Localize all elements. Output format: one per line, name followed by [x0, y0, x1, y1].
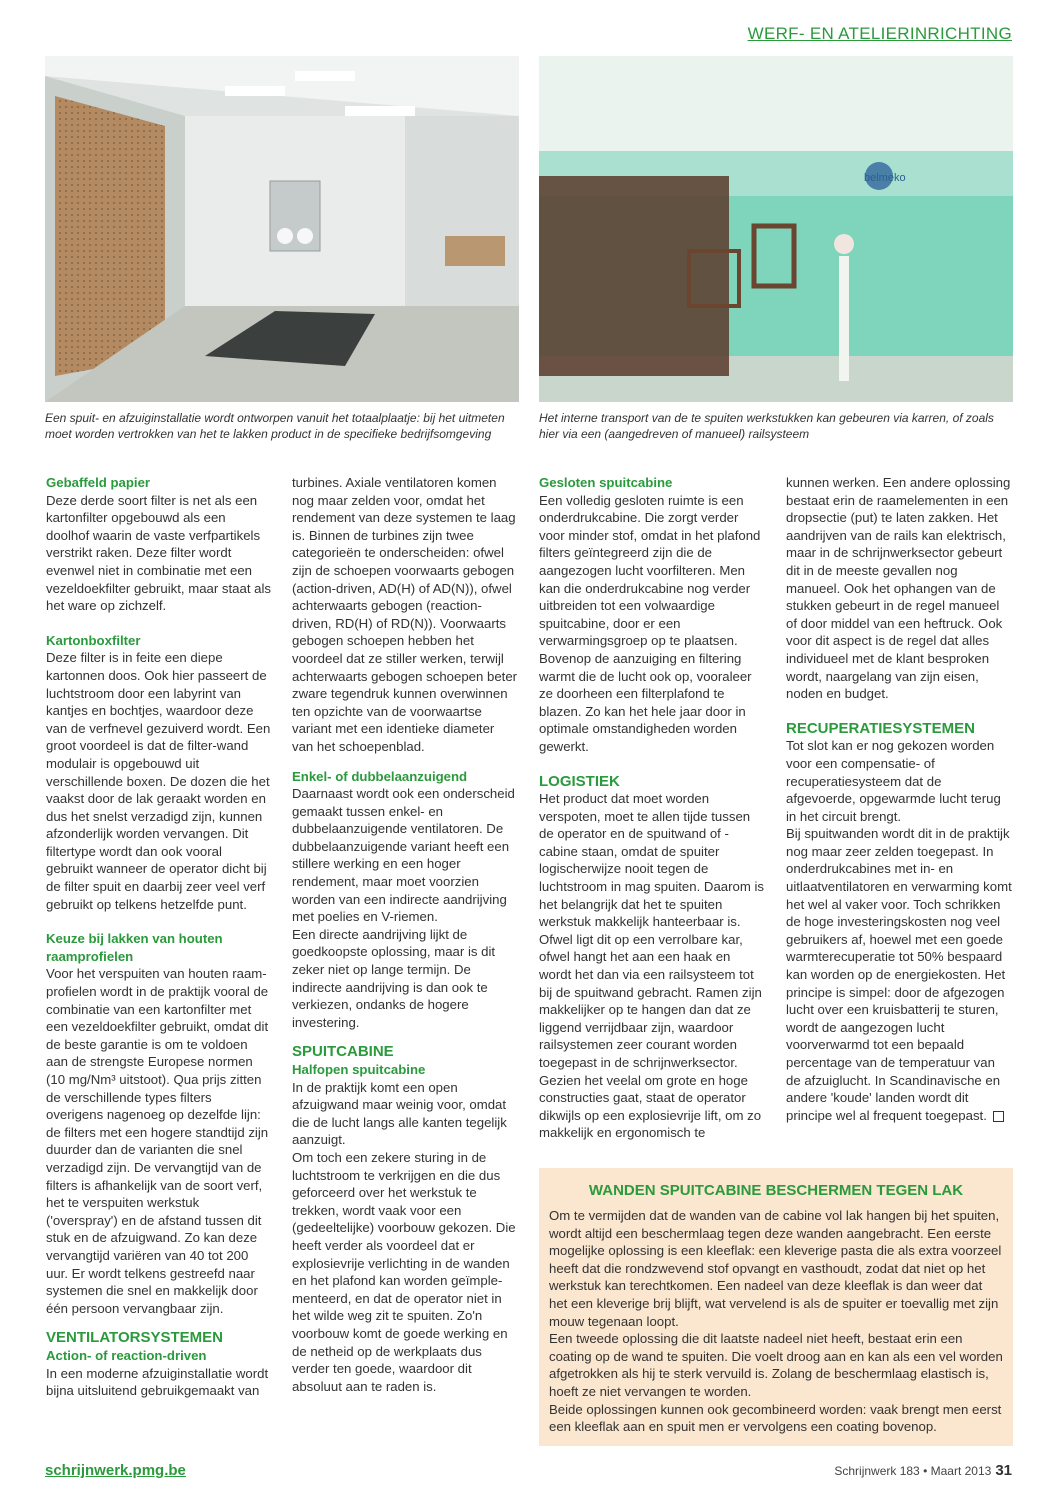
gesloten-title: Gesloten spuitcabine: [539, 475, 673, 490]
rail-system-photo: [539, 56, 1013, 402]
enkel-title: Enkel- of dubbelaanzuigend: [292, 768, 468, 784]
turbines-text: turbines. Axiale ventilatoren komen nog maar zelden voor, omdat het rendement van deze systemen te laag is. Binnen de turbines zijn twee categorieën te onderscheiden: ofwel zijn de schoepen voorwaarts gebogen (action-driven, AD(H) of AD(N)), ofwel achterwaarts gebogen (reaction-driven, RD(H) of RD(N)). Voorwaarts gebogen schoepen hebben het voordeel dat ze stiller werken, terwijl achterwaarts gebogen schoepen beter zware tegendruk kunnen overwinnen ten opzichte van de voorwaartse variant met een identieke diameter van het schoepenblad.: [292, 475, 518, 754]
halfopen-title: Halfopen spuitcabine: [292, 1062, 426, 1077]
column-2: [292, 474, 518, 1395]
info-box-p2: Een tweede oplossing die dit laatste nadeel niet heeft, bestaat erin een coating op de wand te spuiten. Die voelt droog aan en kan als een vel worden afgetrokken als hij te sterk vervuild is. Zolang de beschermlaag elastisch is, hoeft ze niet vervangen te worden.: [549, 1331, 1003, 1399]
halfopen-text-2: Om toch een zekere sturing in de luchtstroom te verkrijgen en die dus geforceerd over het werkstuk te trekken, wordt vaak voor een (gedeeltelijke) voorbouw gekozen. Die heeft verder als voordeel dat er explosievrije verlichting in de wanden en het plafond kan worden geïmple-menteerd, en dat de operator niet in het wilde weg zit te spuiten. Zo'n voorbouw komt de goede werking en de netheid op de werkplaats dus verder ten goede, waardoor dit absoluut aan te raden is.: [292, 1149, 516, 1394]
info-box: [539, 1168, 1013, 1446]
enkel-text-2: Een directe aandrijving lijkt de goedkoopste oplossing, maar is dit zeker niet op lange termijn. De indirecte aandrijving is dan ook te verkiezen, ondanks de hogere investering.: [292, 926, 496, 1030]
column-1: [46, 474, 272, 1400]
right-photo-caption: Het interne transport van de te spuiten werkstukken kan gebeuren via karren, of zoals hier via een (aangedreven of manueel) railsysteem: [539, 411, 994, 441]
footer-issue-text: Schrijnwerk 183 • Maart 2013: [834, 1464, 992, 1478]
column-4: [786, 474, 1012, 1124]
belmeko-logo: belmeko: [864, 172, 906, 184]
info-box-body: [549, 1207, 1004, 1436]
karton-title: Kartonboxfilter: [46, 632, 141, 648]
footer-site-link[interactable]: schrijnwerk.pmg.be: [45, 1462, 186, 1479]
info-box-p1: Om te vermijden dat de wanden van de cabine vol lak hangen bij het spuiten, wordt altijd een beschermlaag tegen deze wanden aangebracht. Een eerste mogelijke oplossing is een kleeflak: een kleverige pasta die als extra voorzeel heeft dat die rondzwevend stof opvangt en vasthoudt, zodat dat niet op het werkstuk kan terechtkomen. Een nadeel van deze kleeflak is dan weer dat het een kleverige brij blijft, wat vervelend is als de spuiter er toevallig met zijn mouw tegenaan loopt.: [549, 1208, 1002, 1329]
page-number: 31: [995, 1462, 1012, 1479]
recuperatie-text-2-body: Bij spuitwanden wordt dit in de praktijk nog maar zeer zelden toegepast. In onderdrukcabines met in- en uitlaatventilatoren en verwarming komt het wel al vaker voor. Toch schrikken de hoge investeringskosten nog veel gebruikers af, hoewel met een goede warmterecuperatie tot 50% bespaard kan worden op de energiekosten. Het principe is simpel: door de afgezogen lucht over een kruisbatterij te sturen, wordt de aangezogen lucht voorverwarmd tot een bepaald percentage van de temperatuur van de afzuiglucht. In Scandinavische en andere 'koude' landen wordt dit principe wel al frequent toegepast.: [786, 826, 1012, 1123]
ventilator-heading: VENTILATORSYSTEMEN: [46, 1329, 223, 1347]
gesloten-text: Een volledig gesloten ruimte is een onderdrukcabine. Die zorgt verder voor minder stof, omdat in het plafond filters geïntegreerd zijn die de aangezogen lucht voorfilteren. Men kan die onderdrukcabine nog verder uitbreiden tot een volwaardige spuitcabine, door er een verwarmingsgroep op te plaatsen. Bovenop de aanzuiging en filtering warmt die de lucht ook op, vooraleer ze doorheen een filterplafond te blazen. Zo kan het hele jaar door in optimale omstandigheden worden gewerkt.: [539, 492, 761, 754]
recuperatie-text-2: [786, 825, 1012, 1124]
gebaffeld-text: Deze derde soort filter is net als een kartonfilter opgebouwd als een doolhof waarin de vaste verfpartikels verstrikt raken. Deze filter wordt evenwel niet in combinatie met een vezeldoekfilter gebruikt, maar staat als het ware op zichzelf.: [46, 492, 272, 614]
spuitcabine-heading: SPUITCABINE: [292, 1043, 394, 1061]
gebaffeld-title: Gebaffeld papier: [46, 475, 151, 490]
continued-text: kunnen werken. Een andere oplossing bestaat erin de raamelementen in een dropsectie (put) te laten zakken. Het aandrijven van de rails kan elektrisch, maar in de schrijnwerksector gebeurt dit in de meeste gevallen nog manueel. Ook het ophangen van de stukken gebeurt in de regel manueel of door middel van een heftruck. Ook voor dit aspect is de regel dat alles individueel met de klant besproken wordt, naargelang van zijn eisen, noden en budget.: [786, 475, 1011, 702]
halfopen-text: In de praktijk komt een open afzuigwand maar weinig voor, omdat die de lucht langs alle kanten tegelijk aanzuigt.: [292, 1079, 507, 1148]
action-title: Action- of reaction-driven: [46, 1347, 207, 1363]
logistiek-heading: LOGISTIEK: [539, 772, 620, 790]
end-mark-icon: [993, 1111, 1004, 1122]
action-text: In een moderne afzuiginstallatie wordt bijna uitsluitend gebruikgemaakt van: [46, 1365, 269, 1399]
karton-text: Deze filter is in feite een diepe kartonnen doos. Ook hier passeert de luchtstroom door een labyrint van kantjes en bochtjes, waardoor deze van de verfnevel gezuiverd wordt. Een groot voordeel is dat de filter-wand modulair is opgebouwd uit verschillende boxen. De dozen die het vaakst door de lak geraakt worden en dus het snelst verzadigd zijn, kunnen afzonderlijk worden vervangen. Dit filtertype wordt dan ook vooral gebruikt wanneer de operator dicht bij de filter spuit en daarbij zeer veel verf gebruikt op telkens hetzelfde punt.: [46, 650, 271, 912]
info-box-title: WANDEN SPUITCABINE BESCHERMEN TEGEN LAK: [588, 1182, 964, 1199]
column-3: [539, 474, 765, 1142]
enkel-text: Daarnaast wordt ook een onderscheid gemaakt tussen enkel- en dubbelaanzuigende ventilatoren. De dubbelaanzuigende variant heeft een stillere werking en een hoger rendement, maar moet voorzien worden van een indirecte aandrijving met poelies en V-riemen.: [292, 786, 515, 925]
keuze-text: Voor het verspuiten van houten raam-profielen wordt in de praktijk vooral de combinatie van een kartonfilter met een vezeldoekfilter gebruikt, omdat dit de beste garantie is om te voldoen aan de strengste Europese normen (10 mg/Nm³ uitstoot). Qua prijs zitten de verschillende types filters overigens nagenoeg op dezelfde lijn: de filters met een hogere standtijd zijn duurder dan de varianten die snel verzadigd zijn. De vervangtijd van de filters is afhankelijk van de soort verf, het te verspuiten werkstuk ('overspray') en de afstand tussen dit stuk en de afzuigwand. Zo kan deze vervangtijd variëren van 40 tot 200 uur. Er wordt telkens gestreefd naar systemen die snel en makkelijk door één persoon vervangbaar zijn.: [46, 966, 269, 1316]
logistiek-text: Het product dat moet worden verspoten, moet te allen tijde tussen de operator en de spuitwand of -cabine staan, omdat de spuiter logischerwijze nooit tegen de luchtstroom in mag spuiten. Daarom is het belangrijk dat het te spuiten werkstuk makkelijk hanteerbaar is. Ofwel ligt dit op een verrolbare kar, ofwel hangt het aan een haak en wordt het dan via een railsysteem tot bij de spuitwand gebracht. Ramen zijn makkelijker op te hangen dan dat ze liggend verrijdbaar zijn, waardoor railsystemen zeer courant worden toegepast in de schrijnwerksector. Gezien het veelal om grote en hoge constructies gaat, staat de operator dikwijls op een explosievrije lift, om zo makkelijk en ergonomisch te: [539, 791, 765, 1141]
spray-booth-photo: [45, 56, 519, 402]
keuze-title: Keuze bij lakken van houten raamprofielen: [46, 931, 223, 964]
left-photo-caption: Een spuit- en afzuiginstallatie wordt ontworpen vanuit het totaalplaatje: bij het uitmeten moet worden vertrokken van het te lakken product in de specifieke bedrijfsomgeving: [45, 411, 505, 441]
footer-issue: [834, 1462, 1012, 1479]
info-box-p3: Beide oplossingen kunnen ook gecombineerd worden: vaak brengt men eerst een kleeflak aan en spuit men er vervolgens een coating bovenop.: [549, 1401, 1002, 1435]
recuperatie-text: Tot slot kan er nog gekozen worden voor een compensatie- of recuperatiesysteem dat de afgevoerde, opgewarmde lucht terug in het circuit brengt.: [786, 738, 1001, 824]
recuperatie-heading: RECUPERATIESYSTEMEN: [786, 719, 975, 737]
section-tag: WERF- EN ATELIERINRICHTING: [747, 24, 1012, 43]
